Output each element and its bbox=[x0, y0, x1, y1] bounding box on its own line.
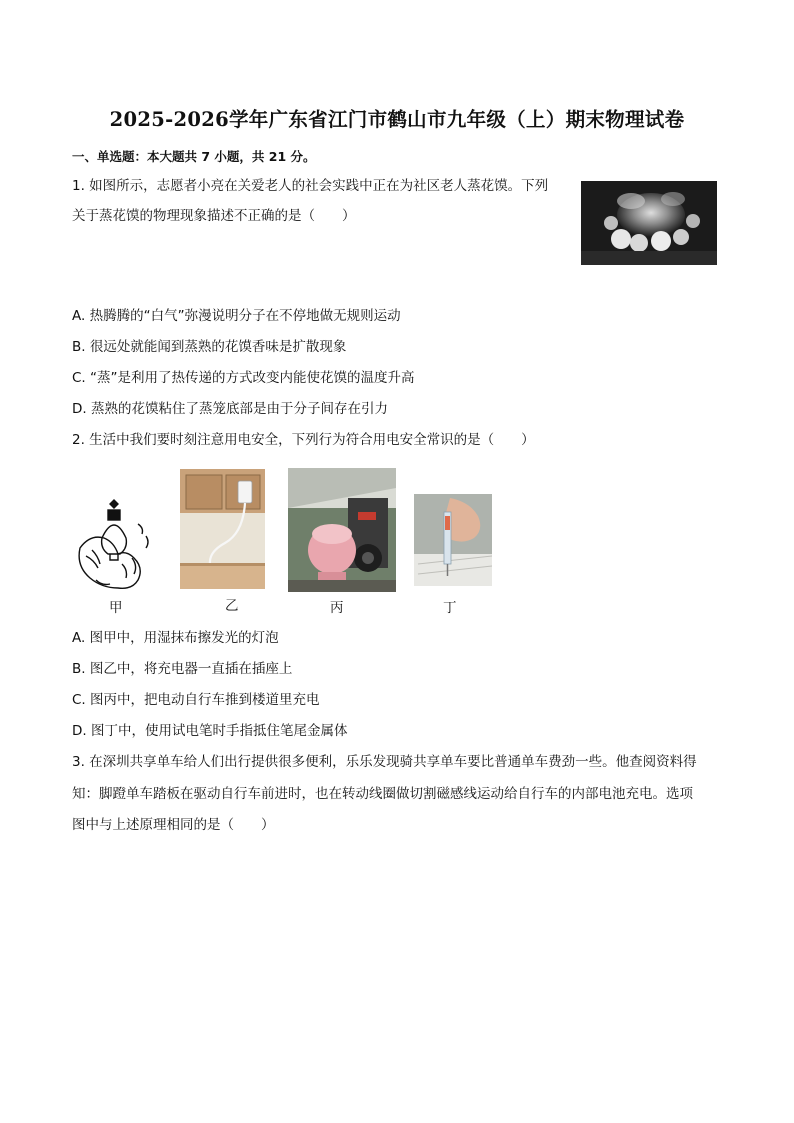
q1-stem-line1: 1. 如图所示，志愿者小亮在关爱老人的社会实践中正在为社区老人蒸花馍。下列 bbox=[72, 178, 549, 194]
q1-option-a: A. 热腾腾的“白气”弥漫说明分子在不停地做无规则运动 bbox=[72, 308, 401, 324]
page-title: 2025-2026学年广东省江门市鹤山市九年级（上）期末物理试卷 bbox=[109, 108, 685, 131]
section-heading: 一、单选题：本大题共 7 小题，共 21 分。 bbox=[72, 149, 316, 164]
wet-cloth-bulb-sketch bbox=[72, 498, 158, 590]
caption-yi: 乙 bbox=[225, 598, 239, 614]
q3-stem-line1: 3. 在深圳共享单车给人们出行提供很多便利，乐乐发现骑共享单车要比普通单车费劲一些。他查阅资料得 bbox=[72, 754, 697, 770]
q2-option-b: B. 图乙中，将充电器一直插在插座上 bbox=[72, 661, 293, 677]
caption-ding: 丁 bbox=[443, 600, 457, 616]
q2-option-c: C. 图丙中，把电动自行车推到楼道里充电 bbox=[72, 692, 320, 708]
q3-stem-line3: 图中与上述原理相同的是（ ） bbox=[72, 817, 275, 833]
q2-stem: 2. 生活中我们要时刻注意用电安全，下列行为符合用电安全常识的是（ ） bbox=[72, 432, 535, 448]
q2-option-a: A. 图甲中，用湿抹布擦发光的灯泡 bbox=[72, 630, 279, 646]
caption-jia: 甲 bbox=[109, 600, 123, 616]
q1-option-c: C. “蒸”是利用了热传递的方式改变内能使花馍的温度升高 bbox=[72, 370, 415, 386]
test-pen-photo bbox=[414, 494, 492, 586]
q2-option-d: D. 图丁中，使用试电笔时手指抵住笔尾金属体 bbox=[72, 723, 348, 739]
steamed-buns-photo bbox=[581, 181, 717, 265]
q3-stem-line2: 知：脚蹬单车踏板在驱动自行车前进时，也在转动线圈做切割磁感线运动给自行车的内部电池充电。选项 bbox=[72, 786, 693, 802]
q1-option-d: D. 蒸熟的花馍粘住了蒸笼底部是由于分子间存在引力 bbox=[72, 401, 388, 417]
q1-stem-line2: 关于蒸花馍的物理现象描述不正确的是（ ） bbox=[72, 208, 356, 224]
caption-bing: 丙 bbox=[330, 600, 344, 616]
ebike-stairwell-photo bbox=[288, 468, 396, 592]
q1-option-b: B. 很远处就能闻到蒸熟的花馍香味是扩散现象 bbox=[72, 339, 347, 355]
charger-socket-photo bbox=[180, 469, 265, 589]
